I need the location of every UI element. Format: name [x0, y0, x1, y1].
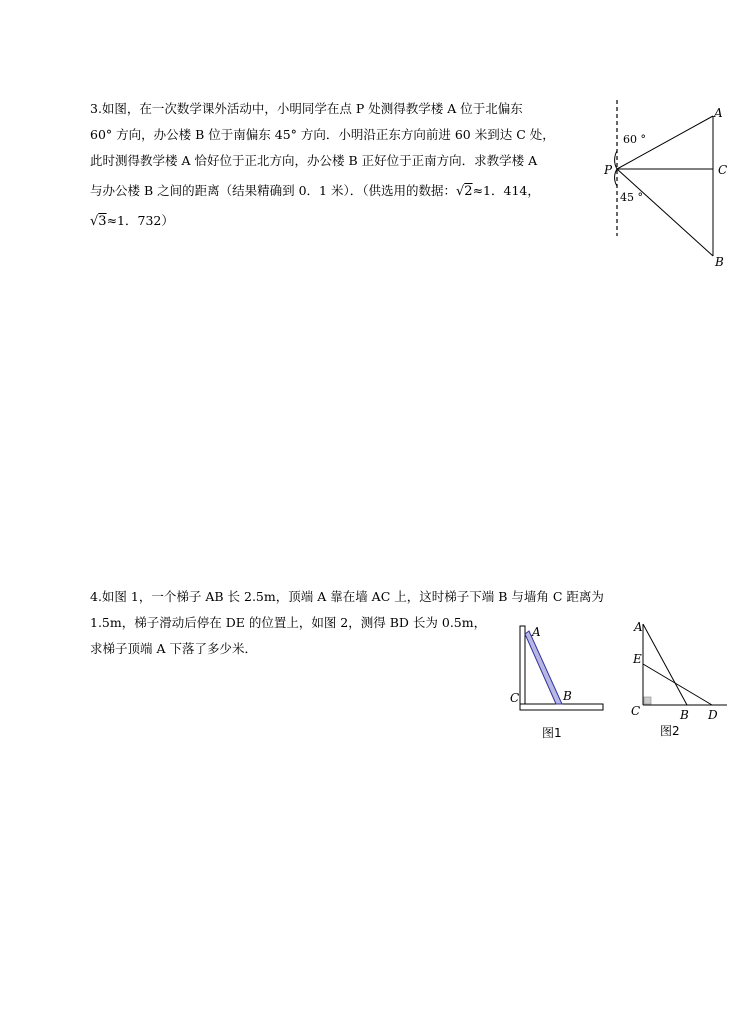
q4-line-1: 4.如图 1，一个梯子 AB 长 2.5m，顶端 A 靠在墙 AC 上，这时梯子下端 B 与墙角 C 距离为 — [90, 589, 604, 604]
ground — [520, 704, 603, 710]
q3-line-3: 此时测得教学楼 A 恰好位于正北方向，办公楼 B 正好位于正南方向．求教学楼 A — [90, 153, 538, 168]
fig2-caption: 图2 — [660, 724, 680, 738]
q3-line-2: 60° 方向，办公楼 B 位于南偏东 45° 方向．小明沿正东方向前进 60 米到达 C 处， — [90, 127, 555, 142]
q3-line-4 — [90, 174, 555, 208]
wall — [520, 626, 525, 705]
fig2-segment-ED — [643, 664, 712, 705]
fig2-label-B: B — [680, 708, 689, 722]
fig2-label-D: D — [708, 708, 718, 722]
fig2-segment-AB — [643, 624, 687, 705]
q3-line-1: 3.如图，在一次数学课外活动中，小明同学在点 P 处测得教学楼 A 位于北偏东 — [90, 101, 523, 116]
fig2-label-A: A — [634, 620, 643, 634]
sqrt-3: √3 — [90, 214, 107, 229]
q3-line-5-approx: ≈1．732） — [106, 213, 174, 228]
angle-label-45: 45 ° — [620, 191, 643, 204]
label-C: C — [718, 163, 728, 177]
fig1-label-C: C — [510, 691, 520, 705]
label-P: P — [604, 163, 613, 177]
fig2-label-C: C — [631, 704, 641, 718]
right-angle-marker — [644, 697, 651, 704]
q4-line-3: 求梯子顶端 A 下落了多少米． — [90, 641, 257, 656]
q3-line-5 — [90, 208, 555, 234]
q3-figure — [596, 96, 736, 271]
q3-line-4-approx: ≈1．414， — [472, 183, 540, 198]
q4-line-2: 1.5m，梯子滑动后停在 DE 的位置上，如图 2，测得 BD 长为 0.5m， — [90, 615, 487, 630]
fig1-caption: 图1 — [542, 726, 562, 740]
sqrt-2: √2 — [456, 184, 473, 199]
fig2-label-E: E — [633, 652, 642, 666]
fig1-label-B: B — [563, 689, 572, 703]
segment-PB — [617, 169, 713, 256]
q4-figure-2 — [626, 616, 736, 726]
label-B: B — [715, 255, 724, 269]
q4-figure-1 — [506, 618, 610, 718]
label-A: A — [714, 106, 723, 120]
question-3-text — [90, 96, 555, 234]
q3-line-4-text: 与办公楼 B 之间的距离（结果精确到 0．1 米）．（供选用的数据： — [90, 183, 456, 198]
angle-label-60: 60 ° — [623, 133, 646, 146]
fig1-label-A: A — [532, 625, 541, 639]
ladder — [525, 631, 562, 704]
